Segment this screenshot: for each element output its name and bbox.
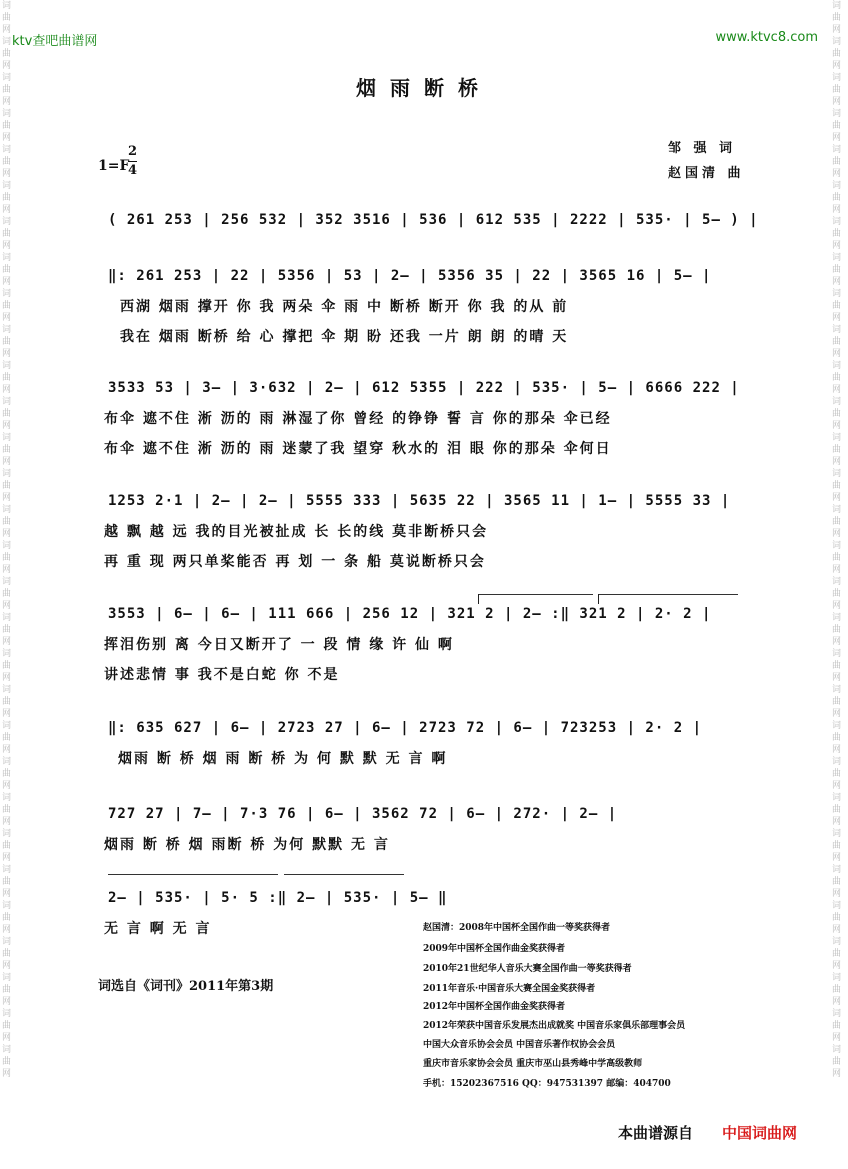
composer-bio-line: 重庆市音乐家协会会员 重庆市巫山县秀峰中学高级教师 — [423, 1059, 643, 1069]
score-row-8-lyrics-1: 无 言 啊 无 言 — [104, 921, 212, 937]
score-row-6-notes: ‖: 635 627 | 6— | 2723 27 | 6— | 2723 72 | 6— | 723253 | 2· 2 | — [108, 720, 703, 736]
footer-site-link[interactable]: 中国词曲网 — [722, 1124, 798, 1142]
score-row-4-notes: 1253 2·1 | 2— | 2— | 5555 333 | 5635 22 | 3565 11 | 1— | 5555 33 | — [108, 493, 731, 509]
volta-2-edge — [598, 594, 599, 604]
song-title: 烟雨断桥 — [356, 76, 492, 100]
composer-contact: 手机：15202367516 QQ：947531397 邮编：404700 — [423, 1079, 671, 1089]
lyrics-source-note: 词选自《词刊》2011年第3期 — [98, 979, 274, 994]
score-row-3-notes: 3533 53 | 3— | 3·632 | 2— | 612 5355 | 222 | 535· | 5— | 6666 222 | — [108, 380, 740, 396]
volta-4-bracket — [284, 874, 404, 875]
lyricist-credit: 邹 强 词 — [668, 141, 737, 156]
score-row-6-lyrics-1: 烟雨 断 桥 烟 雨 断 桥 为 何 默 默 无 言 啊 — [118, 751, 448, 767]
composer-bio-line: 2012年荣获中国音乐发展杰出成就奖 中国音乐家俱乐部理事会员 — [423, 1021, 686, 1031]
score-row-5-notes: 3553 | 6— | 6— | 111 666 | 256 12 | 321 2 | 2— :‖ 321 2 | 2· 2 | — [108, 606, 712, 622]
score-row-7-lyrics-1: 烟雨 断 桥 烟 雨断 桥 为何 默默 无 言 — [104, 837, 390, 853]
score-row-2-notes: ‖: 261 253 | 22 | 5356 | 53 | 2— | 5356 35 | 22 | 3565 16 | 5— | — [108, 268, 712, 284]
footer-source-label: 本曲谱源自 — [618, 1124, 694, 1142]
watermark-left: ktv查吧曲谱网 — [12, 34, 98, 49]
volta-3-bracket — [108, 874, 278, 875]
side-watermark-right: 词曲网词曲网词曲网词曲网词曲网词曲网词曲网词曲网词曲网词曲网词曲网词曲网词曲网词曲网词曲网词曲网词曲网词曲网词曲网词曲网词曲网词曲网词曲网词曲网词曲网词曲网词曲网词曲网词曲网词曲网 — [832, 1, 842, 1079]
score-row-7-notes: 727 27 | 7— | 7·3 76 | 6— | 3562 72 | 6— | 272· | 2— | — [108, 806, 618, 822]
composer-bio-line: 赵国清：2008年中国杯全国作曲一等奖获得者 — [423, 923, 611, 933]
composer-bio-line: 中国大众音乐协会会员 中国音乐著作权协会会员 — [423, 1040, 616, 1050]
score-row-2-lyrics-1: 西湖 烟雨 撑开 你 我 两朵 伞 雨 中 断桥 断开 你 我 的从 前 — [120, 299, 569, 315]
key-signature: 1=F — [98, 158, 130, 174]
score-row-3-lyrics-1: 布伞 遮不住 淅 沥的 雨 淋湿了你 曾经 的铮铮 誓 言 你的那朵 伞已经 — [104, 411, 612, 427]
score-row-8-notes: 2— | 535· | 5· 5 :‖ 2— | 535· | 5— ‖ — [108, 890, 448, 906]
time-signature-top: 2 — [128, 144, 138, 159]
score-row-2-lyrics-2: 我在 烟雨 断桥 给 心 撑把 伞 期 盼 还我 一片 朗 朗 的晴 天 — [120, 329, 569, 345]
volta-1-bracket — [478, 594, 593, 595]
score-row-5-lyrics-2: 讲述悲情 事 我不是白蛇 你 不是 — [104, 667, 340, 683]
side-watermark-left: 词曲网词曲网词曲网词曲网词曲网词曲网词曲网词曲网词曲网词曲网词曲网词曲网词曲网词曲网词曲网词曲网词曲网词曲网词曲网词曲网词曲网词曲网词曲网词曲网词曲网词曲网词曲网词曲网词曲网词曲网 — [2, 1, 12, 1079]
watermark-right: www.ktvc8.com — [715, 30, 818, 45]
time-signature — [128, 143, 137, 180]
score-row-3-lyrics-2: 布伞 遮不住 淅 沥的 雨 迷蒙了我 望穿 秋水的 泪 眼 你的那朵 伞何日 — [104, 441, 612, 457]
time-signature-bottom: 4 — [128, 163, 138, 178]
composer-bio-line: 2009年中国杯全国作曲金奖获得者 — [423, 944, 566, 954]
composer-bio-line: 2010年21世纪华人音乐大赛全国作曲一等奖获得者 — [423, 964, 632, 974]
composer-bio-line: 2012年中国杯全国作曲金奖获得者 — [423, 1002, 566, 1012]
volta-2-bracket — [598, 594, 738, 595]
composer-credit: 赵国清 曲 — [668, 166, 745, 181]
score-row-4-lyrics-2: 再 重 现 两只单桨能否 再 划 一 条 船 莫说断桥只会 — [104, 554, 486, 570]
score-row-1-notes: ( 261 253 | 256 532 | 352 3516 | 536 | 612 535 | 2222 | 535· | 5— ) | — [108, 212, 759, 228]
volta-1-edge — [478, 594, 479, 604]
score-row-4-lyrics-1: 越 飘 越 远 我的目光被扯成 长 长的线 莫非断桥只会 — [104, 524, 489, 540]
score-row-5-lyrics-1: 挥泪伤别 离 今日又断开了 一 段 情 缘 许 仙 啊 — [104, 637, 454, 653]
composer-bio-line: 2011年音乐·中国音乐大赛全国金奖获得者 — [423, 984, 596, 994]
